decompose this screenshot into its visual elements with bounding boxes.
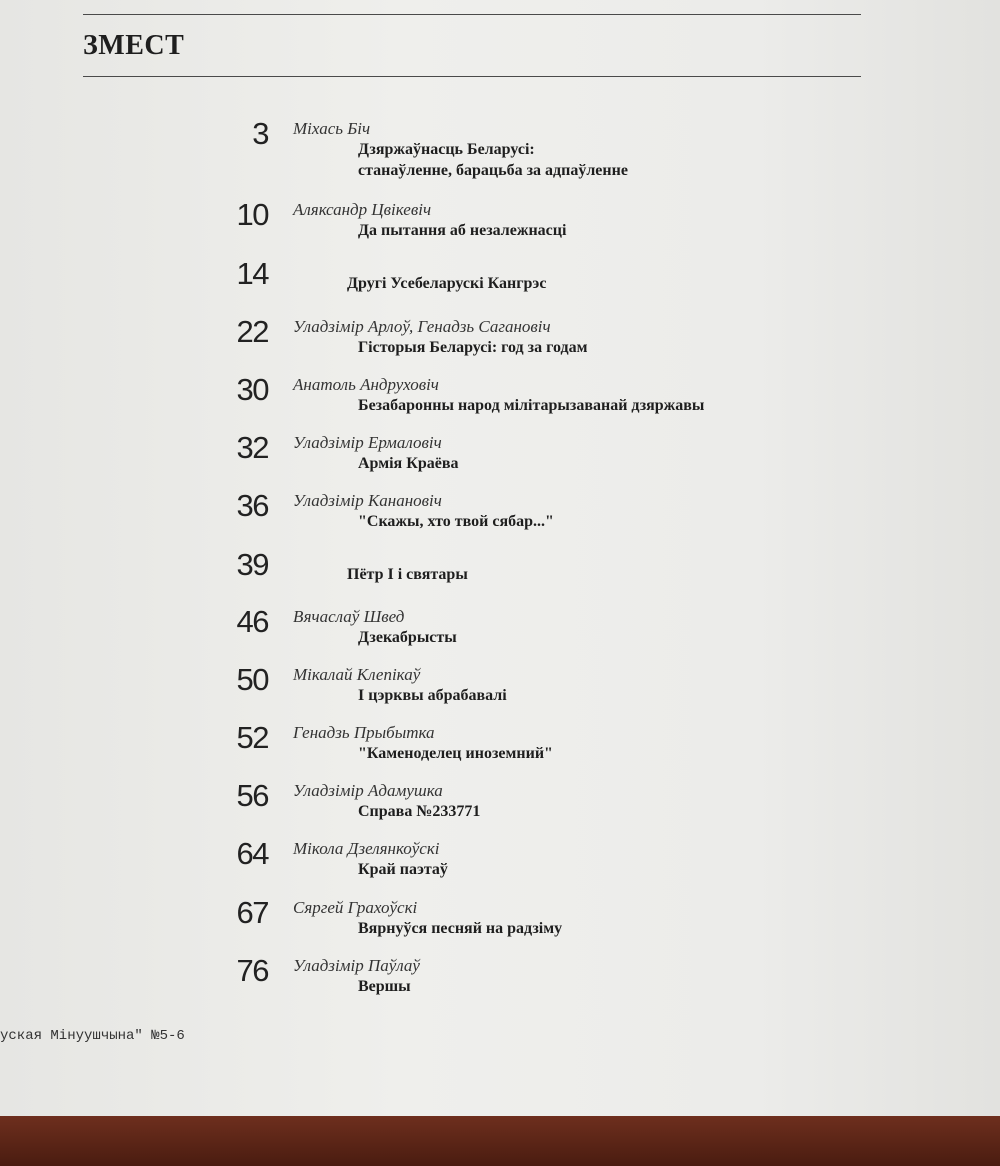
- page-number: 56: [236, 778, 268, 813]
- article-title-line: Безабаронны народ мілітарызаванай дзяржавы: [358, 397, 705, 414]
- article-title-line: "Каменоделец иноземний": [358, 745, 553, 762]
- article-author: Вячаслаў Швед: [293, 607, 405, 626]
- page-number: 36: [236, 488, 268, 523]
- article-title-line: Дзекабрысты: [358, 629, 457, 646]
- article-author: Уладзімір Адамушка: [293, 781, 443, 800]
- article-title: [358, 743, 553, 764]
- article-title-line: станаўленне, барацьба за адпаўленне: [358, 162, 628, 179]
- article-title: [358, 976, 411, 997]
- article-title: [358, 801, 480, 822]
- page-number: 3: [252, 116, 268, 151]
- article-title: [358, 337, 587, 358]
- page-number: 67: [236, 895, 268, 930]
- article-title-line: І цэрквы абрабавалі: [358, 687, 507, 704]
- article-author: Генадзь Прыбытка: [293, 723, 435, 742]
- article-title-line: Вершы: [358, 978, 411, 995]
- article-author: Мікалай Клепікаў: [293, 665, 421, 684]
- article-title: [358, 685, 507, 706]
- article-author: Міхась Біч: [293, 119, 371, 138]
- page-number: 76: [236, 953, 268, 988]
- article-title-line: Другі Усебеларускі Кангрэс: [347, 275, 547, 292]
- article-title-line: Дзяржаўнасць Беларусі:: [358, 141, 535, 158]
- page-number: 22: [236, 314, 268, 349]
- article-title: [358, 627, 457, 648]
- page-number: 32: [236, 430, 268, 465]
- article-title: [358, 859, 448, 880]
- article-title-line: Вярнуўся песняй на радзіму: [358, 920, 563, 937]
- article-title: [358, 918, 562, 939]
- article-title: [347, 273, 546, 294]
- page-number: 14: [236, 256, 268, 291]
- page-number: 46: [236, 604, 268, 639]
- article-title: [358, 453, 458, 474]
- top-rule: [83, 14, 861, 15]
- article-author: Уладзімір Канановіч: [293, 491, 442, 510]
- article-author: Мікола Дзелянкоўскі: [293, 839, 440, 858]
- article-title-line: Гісторыя Беларусі: год за годам: [358, 339, 588, 356]
- article-title: [358, 511, 554, 532]
- page-number: 10: [236, 197, 268, 232]
- article-author: Уладзімір Ермаловіч: [293, 433, 442, 452]
- table-surface: [0, 1116, 1000, 1166]
- article-title-line: Край паэтаў: [358, 861, 448, 878]
- article-title-line: Пётр І і святары: [347, 566, 468, 583]
- article-title-line: Справа №233771: [358, 803, 481, 820]
- article-title-line: Армія Краёва: [358, 455, 459, 472]
- page-number: 52: [236, 720, 268, 755]
- page-number: 50: [236, 662, 268, 697]
- article-author: Уладзімір Паўлаў: [293, 956, 420, 975]
- heading-rule: [83, 76, 861, 77]
- article-title: [358, 395, 704, 416]
- article-author: Аляксандр Цвікевіч: [293, 200, 432, 219]
- page-number: 64: [236, 836, 268, 871]
- page-number: 30: [236, 372, 268, 407]
- article-author: Анатоль Андруховіч: [293, 375, 439, 394]
- running-footer: уская Мінуушчына" №5-6: [0, 1028, 185, 1044]
- article-title-line: Да пытання аб незалежнасці: [358, 222, 567, 239]
- contents-heading: ЗМЕСТ: [83, 30, 185, 61]
- article-author: Уладзімір Арлоў, Генадзь Сагановіч: [293, 317, 551, 336]
- article-title-line: "Скажы, хто твой сябар...": [358, 513, 554, 530]
- article-title: [358, 220, 566, 241]
- article-author: Сяргей Грахоўскі: [293, 898, 418, 917]
- page-number: 39: [236, 547, 268, 582]
- article-title: [358, 139, 628, 181]
- article-title: [347, 564, 468, 585]
